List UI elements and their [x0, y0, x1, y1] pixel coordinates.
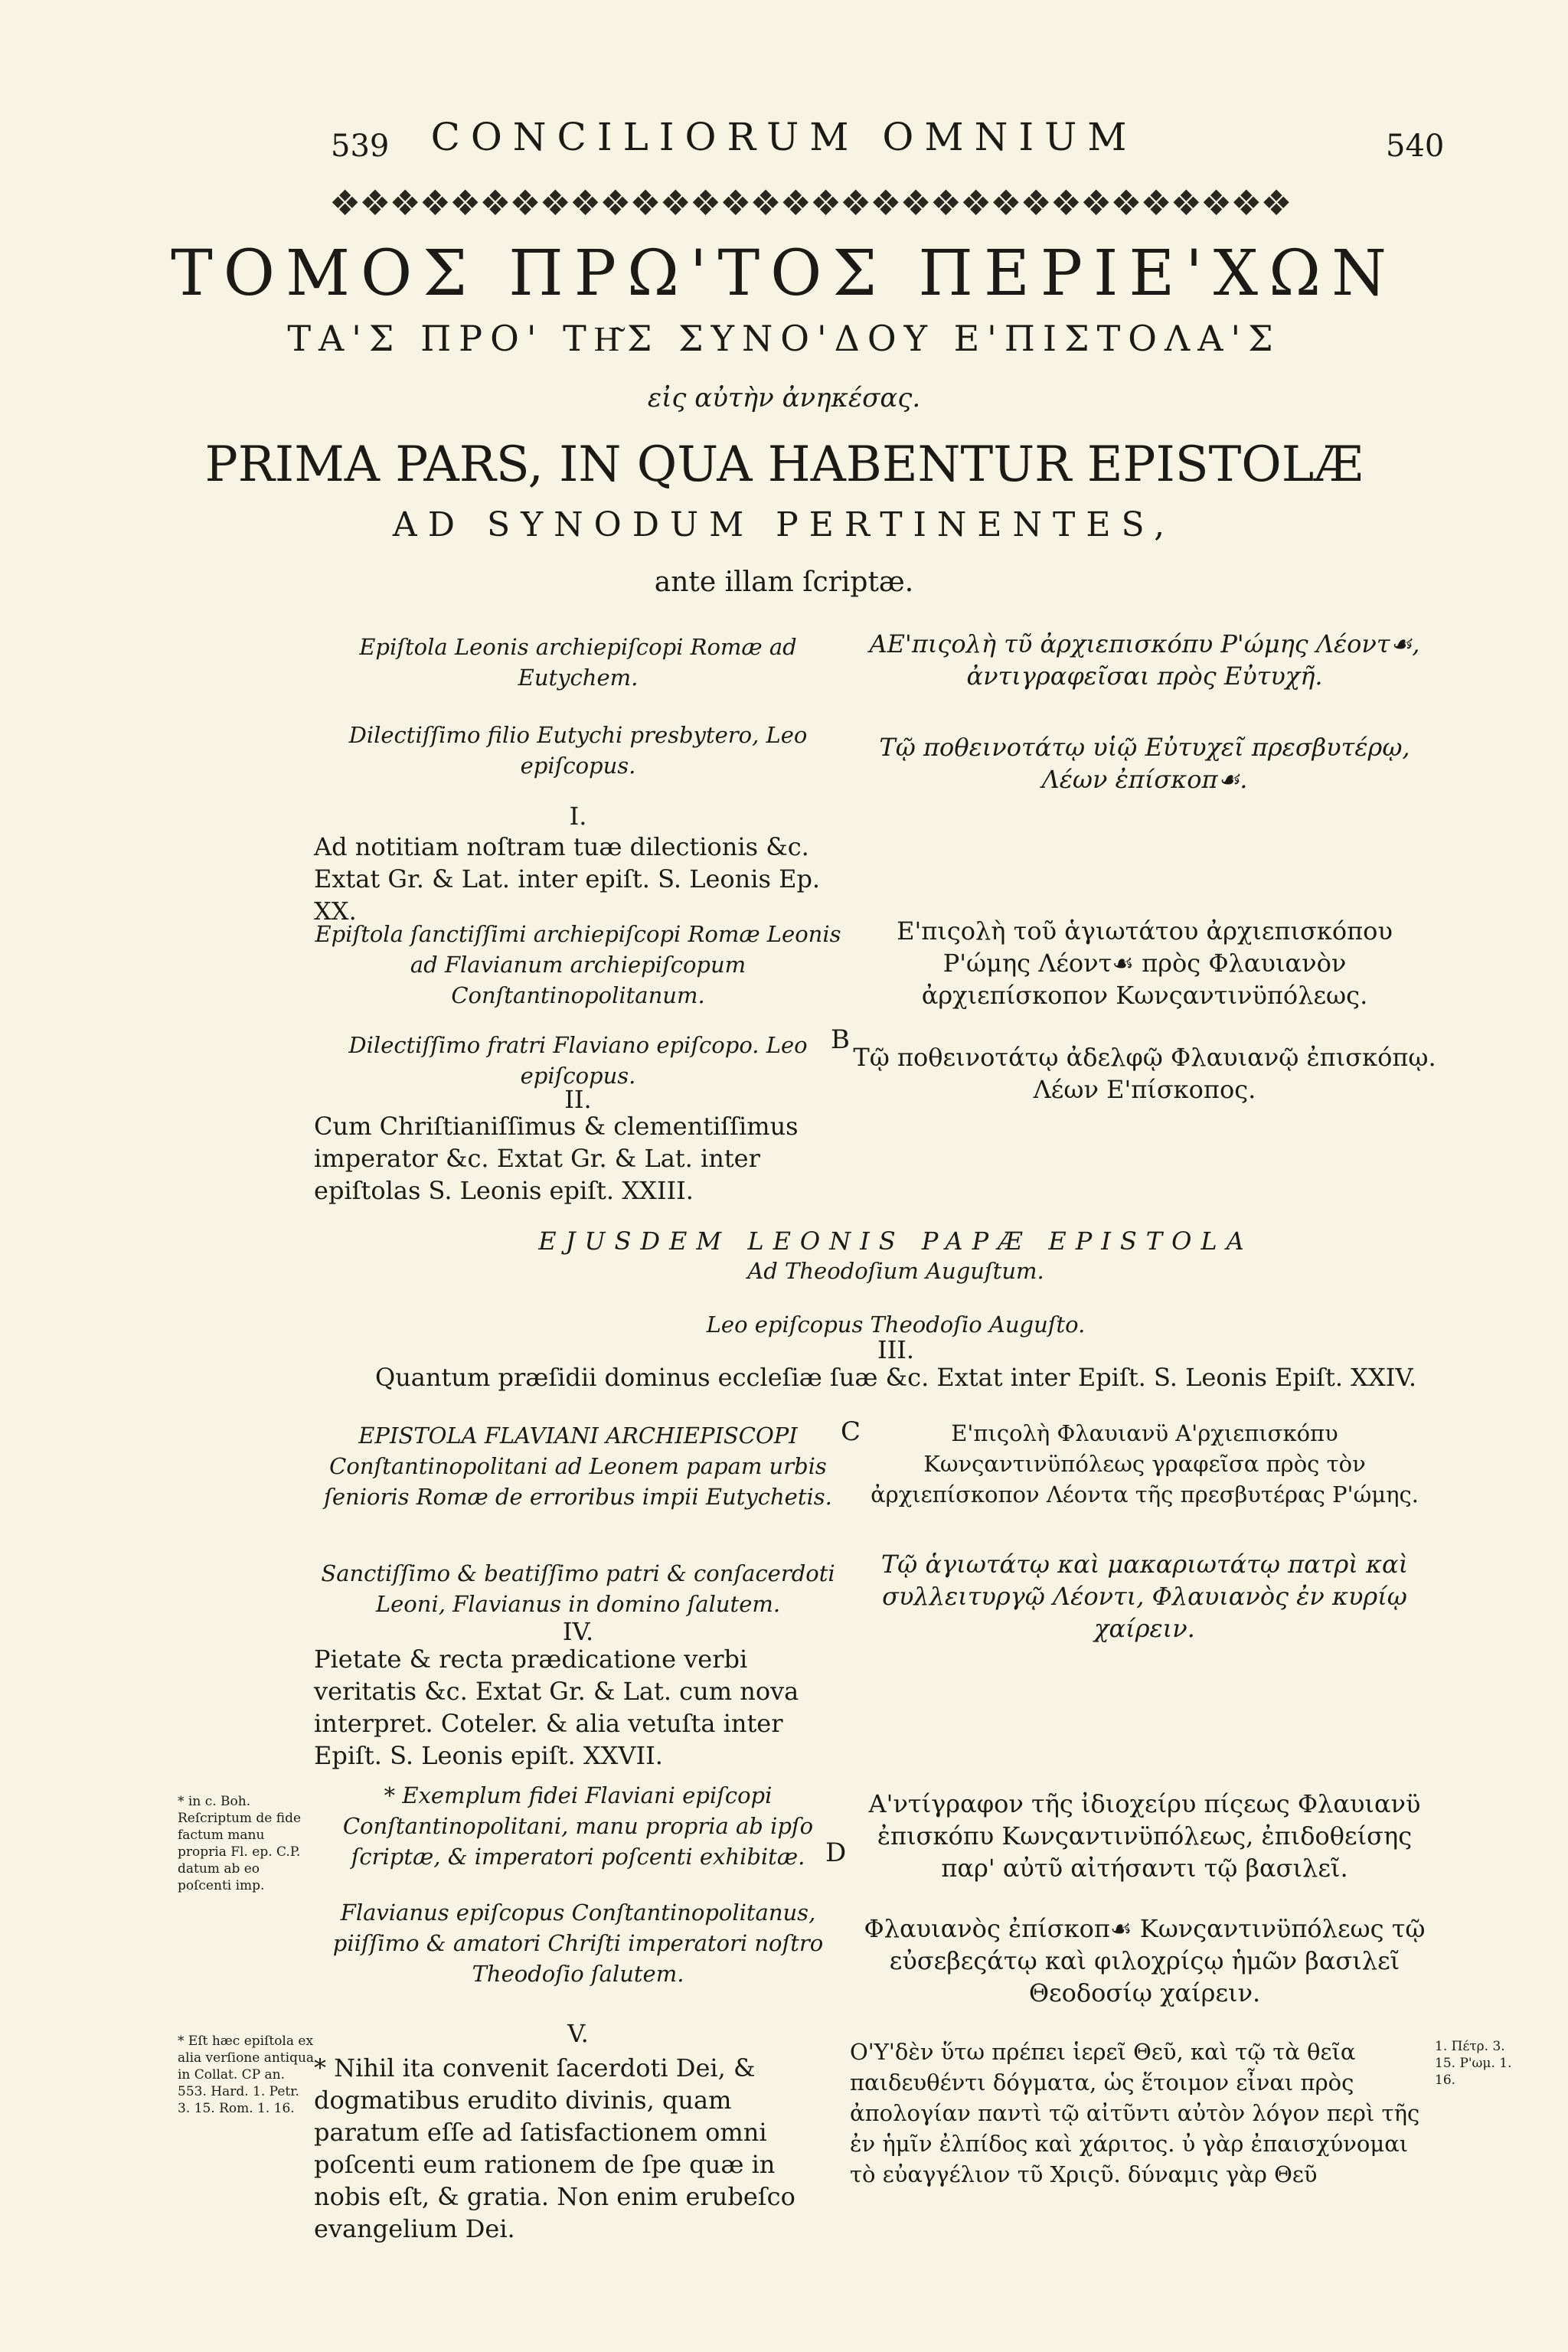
s4-text: Pietate & recta prædicatione verbi veritatis &c. Extat Gr. & Lat. cum nova interpret. Coteler. & alia vetuſta inter Epiſt. S. Leonis epiſt. XXVII. — [314, 1645, 799, 1770]
running-title: CONCILIORUM OMNIUM — [430, 115, 1138, 159]
s3-text: Quantum præſidii dominus eccleſiæ ſuæ &c. Extat inter Epiſt. S. Leonis Epiſt. XXIV. — [374, 1363, 1417, 1392]
page-number-right: 540 — [1386, 129, 1445, 164]
s5-greek-text: Ο'Υ'δὲν ὕτω πρέπει ἱερεῖ Θεῦ, καὶ τῷ τὰ θεῖα παιδευθέντι δόγματα, ὡς ἕτοιμον εἶναι πρὸς ἀπολογίαν παντὶ τῷ αἰτῦντι αὐτὸν λόγον περὶ τῆς ἐν ἡμῖν ἐλπίδος καὶ χάριτος. ὐ γὰρ ἐπαισχύνομαι τὸ εὐαγγέλιον τῦ Χριςῦ. δύναμις γὰρ Θεῦ — [850, 2039, 1420, 2187]
margin-note-1: * in c. Boh. Reſcriptum de fide factum manu propria Fl. ep. C.P. datum ab eo poſcenti imp. — [178, 1794, 302, 1893]
s2-latin-salutation: Dilectiſſimo fratri Flaviano epiſcopo. Leo epiſcopus. — [348, 1032, 808, 1089]
ornament-band: ❖❖❖❖❖❖❖❖❖❖❖❖❖❖❖❖❖❖❖❖❖❖❖❖❖❖❖❖❖❖❖❖ — [329, 182, 1291, 224]
s1-greek-salutation: Τῷ ποθεινοτάτῳ υἱῷ Εὐτυχεῖ πρεσβυτέρῳ, Λέων ἐπίσκοπ☙. — [879, 733, 1410, 794]
s5-latin-text: * Nihil ita convenit ſacerdoti Dei, & dogmatibus erudito divinis, quam paratum eſſe ad ſatisfactionem omni poſcenti eum rationem de ſpe quæ in nobis eſt, & gratia. Non enim erubeſco evangelium Dei. — [314, 2053, 795, 2243]
s5-latin-salutation: Flavianus epiſcopus Conſtantinopolitanus, piiſſimo & amatori Chriſti imperatori noſtro Theodoſio ſalutem. — [332, 1900, 824, 1987]
greek-title-sub: ΤΑ'Σ ΠΡΟ' ΤΗ͂Σ ΣΥΝΟ'ΔΟΥ Ε'ΠΙΣΤΟΛΑ'Σ — [287, 318, 1281, 359]
s3-title: EJUSDEM LEONIS PAPÆ EPISTOLA — [538, 1227, 1253, 1256]
s4-greek-salutation: Τῷ ἁγιωτάτῳ καὶ μακαριωτάτῳ πατρὶ καὶ συλλειτυργῷ Λέοντι, Φλαυιανὸς ἐν κυρίῳ χαίρειν. — [880, 1550, 1409, 1643]
s2-latin-title: Epiſtola ſanctiſſimi archiepiſcopi Romæ Leonis ad Flavianum archiepiſcopum Conſtantinopolitanum. — [315, 921, 841, 1008]
s4-latin-title: EPISTOLA FLAVIANI ARCHIEPISCOPI Conſtantinopolitani ad Leonem papam urbis ſenioris Romæ de erroribus impii Eutychetis. — [324, 1423, 832, 1510]
margin-letter-b: B — [831, 1024, 850, 1055]
s3-subtitle: Ad Theodoſium Auguſtum. — [747, 1258, 1044, 1284]
s3-salutation: Leo epiſcopus Theodoſio Auguſto. — [706, 1312, 1086, 1338]
s5-latin-title: * Exemplum fidei Flaviani epiſcopi Conſtantinopolitani, manu propria ab ipſo ſcriptæ, & imperatori poſcenti exhibitæ. — [342, 1782, 814, 1870]
s4-greek-title: Ε'πιςολὴ Φλαυιανϋ Α'ρχιεπισκόπυ Κωνςαντινϋπόλεως γραφεῖσα πρὸς τὸν ἀρχιεπίσκοπον Λέοντα τῆς πρεσβυτέρας Ρ'ώμης. — [871, 1420, 1419, 1508]
s2-number: II. — [564, 1085, 592, 1114]
page-number-left: 539 — [331, 129, 390, 164]
latin-title-main: PRIMA PARS, IN QUA HABENTUR EPISTOLÆ — [204, 436, 1364, 493]
s5-greek-title: Α'ντίγραφον τῆς ἰδιοχείρυ πίςεως Φλαυιανϋ ἐπισκόπυ Κωνςαντινϋπόλεως, ἐπιδοθείσης παρ' αὐτῦ αἰτήσαντι τῷ βασιλεῖ. — [868, 1789, 1421, 1883]
s3-number: III. — [877, 1335, 915, 1364]
s2-greek-title: Ε'πιςολὴ τοῦ ἁγιωτάτου ἀρχιεπισκόπου Ρ'ώμης Λέοντ☙ πρὸς Φλαυιανὸν ἀρχιεπίσκοπον Κωνςαντινϋπόλεως. — [897, 916, 1393, 1010]
margin-note-3: 1. Πέτρ. 3. 15. Ρ'ωμ. 1. 16. — [1435, 2039, 1512, 2088]
s1-greek-title: ΑΕ'πιςολὴ τῦ ἀρχιεπισκόπυ Ρ'ώμης Λέοντ☙, ἀντιγραφεῖσαι πρὸς Εὐτυχῆ. — [869, 629, 1420, 691]
s5-number: V. — [567, 2019, 589, 2048]
s1-latin-title: Epiſtola Leonis archiepiſcopi Romæ ad Eutychem. — [359, 634, 797, 691]
greek-title-main: ΤΟΜΟΣ ΠΡΩ'ΤΟΣ ΠΕΡΙΕ'ΧΩΝ — [171, 237, 1397, 310]
latin-title-sub: AD SYNODUM PERTINENTES, — [392, 505, 1176, 544]
margin-letter-d: D — [825, 1838, 847, 1868]
latin-title-line3: ante illam ſcriptæ. — [654, 567, 914, 598]
s2-text: Cum Chriſtianiſſimus & clementiſſimus imperator &c. Extat Gr. & Lat. inter epiſtolas S. Leonis epiſt. XXIII. — [314, 1112, 799, 1205]
s2-greek-salutation: Τῷ ποθεινοτάτῳ ἀδελφῷ Φλαυιανῷ ἐπισκόπῳ. Λέων Ε'πίσκοπος. — [853, 1043, 1436, 1104]
s4-latin-salutation: Sanctiſſimo & beatiſſimo patri & conſacerdoti Leoni, Flavianus in domino ſalutem. — [321, 1560, 835, 1617]
greek-title-line3: εἰς αὐτὴν ἀνηκέσας. — [647, 383, 921, 413]
margin-letter-c: C — [841, 1416, 861, 1447]
s5-greek-salutation: Φλαυιανὸς ἐπίσκοπ☙ Κωνςαντινϋπόλεως τῷ εὐσεβεςάτῳ καὶ φιλοχρίςῳ ἡμῶν βασιλεῖ Θεοδοσίῳ χαίρειν. — [864, 1914, 1426, 2007]
s4-number: IV. — [562, 1617, 594, 1646]
s1-number: I. — [569, 802, 587, 831]
s1-latin-salutation: Dilectiſſimo filio Eutychi presbytero, Leo epiſcopus. — [348, 722, 808, 779]
s1-text: Ad notitiam noſtram tuæ dilectionis &c. Extat Gr. & Lat. inter epiſt. S. Leonis Ep. XX. — [314, 832, 821, 926]
margin-note-2: * Eſt hæc epiſtola ex alia verſione antiqua in Collat. CP an. 553. Hard. 1. Petr. 3. 15. Rom. 1. 16. — [178, 2034, 315, 2116]
